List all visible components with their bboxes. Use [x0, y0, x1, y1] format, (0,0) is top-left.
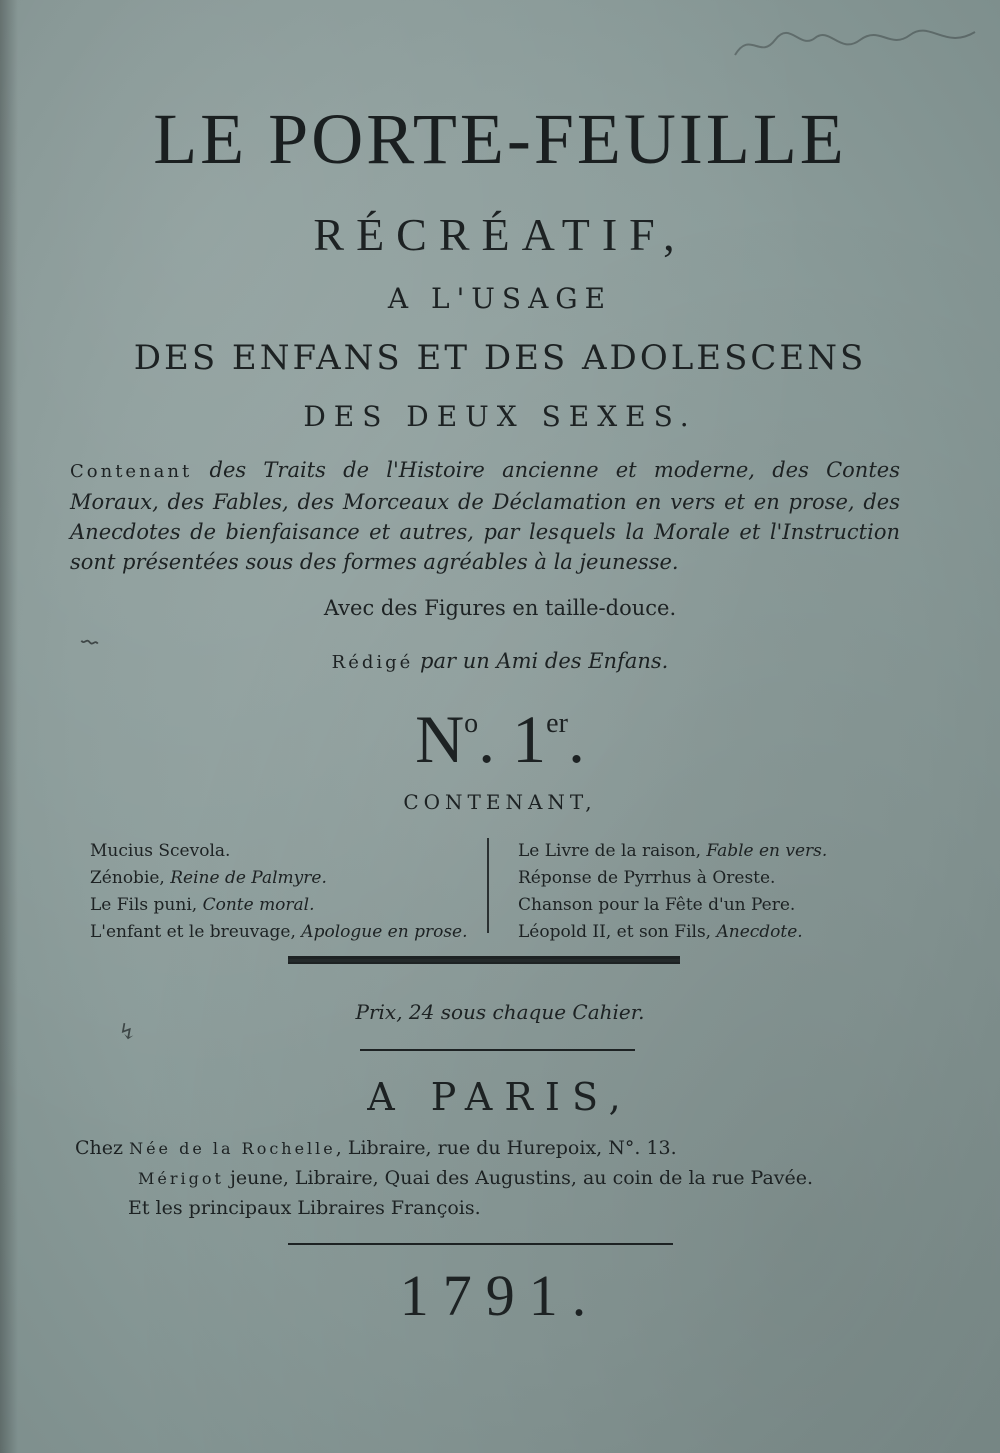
publisher-prefix: Chez — [75, 1137, 124, 1159]
publisher-line-1 — [0, 1137, 1000, 1159]
list-item: Mucius Scevola. — [90, 841, 231, 861]
handwritten-signature — [730, 20, 980, 70]
figures-line: Avec des Figures en taille-douce. — [323, 596, 677, 620]
publisher-line-3: Et les principaux Libraires François. — [128, 1197, 481, 1219]
number-prefix-sup: o — [464, 708, 479, 739]
list-item: Le Livre de la raison, Fable en vers. — [518, 841, 828, 861]
publisher-address-1: , Libraire, rue du Hurepoix, N°. 13. — [335, 1137, 677, 1159]
issue-number — [0, 700, 1000, 779]
subtitle: RÉCRÉATIF, — [313, 209, 687, 260]
redige-lead: Rédigé — [331, 652, 414, 673]
price-line: Prix, 24 sous chaque Cahier. — [355, 1000, 645, 1024]
description-text: des Traits de l'Histoire ancienne et moderne, des Contes Moraux, des Fables, des Morceaux de Déclamation en vers et en prose, des Anecdotes de bienfaisance et autres, par lesquels la Morale et l'Instruction sont présentées sous des formes agréables à la jeunesse. — [70, 458, 900, 574]
sexes-line: DES DEUX SEXES. — [303, 400, 697, 433]
thin-divider — [360, 1049, 635, 1051]
list-item: Chanson pour la Fête d'un Pere. — [518, 895, 796, 915]
redige-line — [0, 649, 1000, 673]
number-value: . 1 — [478, 701, 547, 777]
description-paragraph — [70, 455, 900, 577]
number-value-sup: er — [546, 708, 568, 739]
publisher-address-2: jeune, Libraire, Quai des Augustins, au coin de la rue Pavée. — [223, 1167, 814, 1189]
contents-left-column — [90, 838, 480, 946]
number-suffix: . — [567, 701, 585, 777]
list-item: L'enfant et le breuvage, Apologue en prose. — [90, 922, 468, 942]
usage-line: A L'USAGE — [387, 282, 613, 315]
publisher-name-2: Mérigot — [138, 1169, 224, 1188]
list-item: Le Fils puni, Conte moral. — [90, 895, 315, 915]
contents-right-column — [518, 838, 878, 946]
margin-annotation: ⌇ — [78, 635, 105, 650]
publisher-name-1: Née de la Rochelle — [129, 1139, 336, 1158]
description-lead: Contenant — [70, 461, 193, 482]
thick-divider — [288, 956, 680, 964]
redige-text: par un Ami des Enfans. — [420, 649, 669, 673]
bottom-divider — [288, 1243, 673, 1245]
list-item: Réponse de Pyrrhus à Oreste. — [518, 868, 776, 888]
audience-line: DES ENFANS ET DES ADOLESCENS — [133, 338, 867, 378]
list-item: Zénobie, Reine de Palmyre. — [90, 868, 327, 888]
city-line: A PARIS, — [367, 1075, 633, 1119]
column-divider — [487, 838, 489, 933]
margin-annotation-2: ↯ — [118, 1020, 137, 1045]
publisher-line-2 — [0, 1167, 1000, 1189]
publication-year: 1791. — [399, 1263, 601, 1328]
main-title: LE PORTE-FEUILLE — [153, 99, 847, 179]
contents-heading: CONTENANT, — [403, 790, 597, 814]
number-prefix: N — [415, 701, 465, 777]
list-item: Léopold II, et son Fils, Anecdote. — [518, 922, 803, 942]
